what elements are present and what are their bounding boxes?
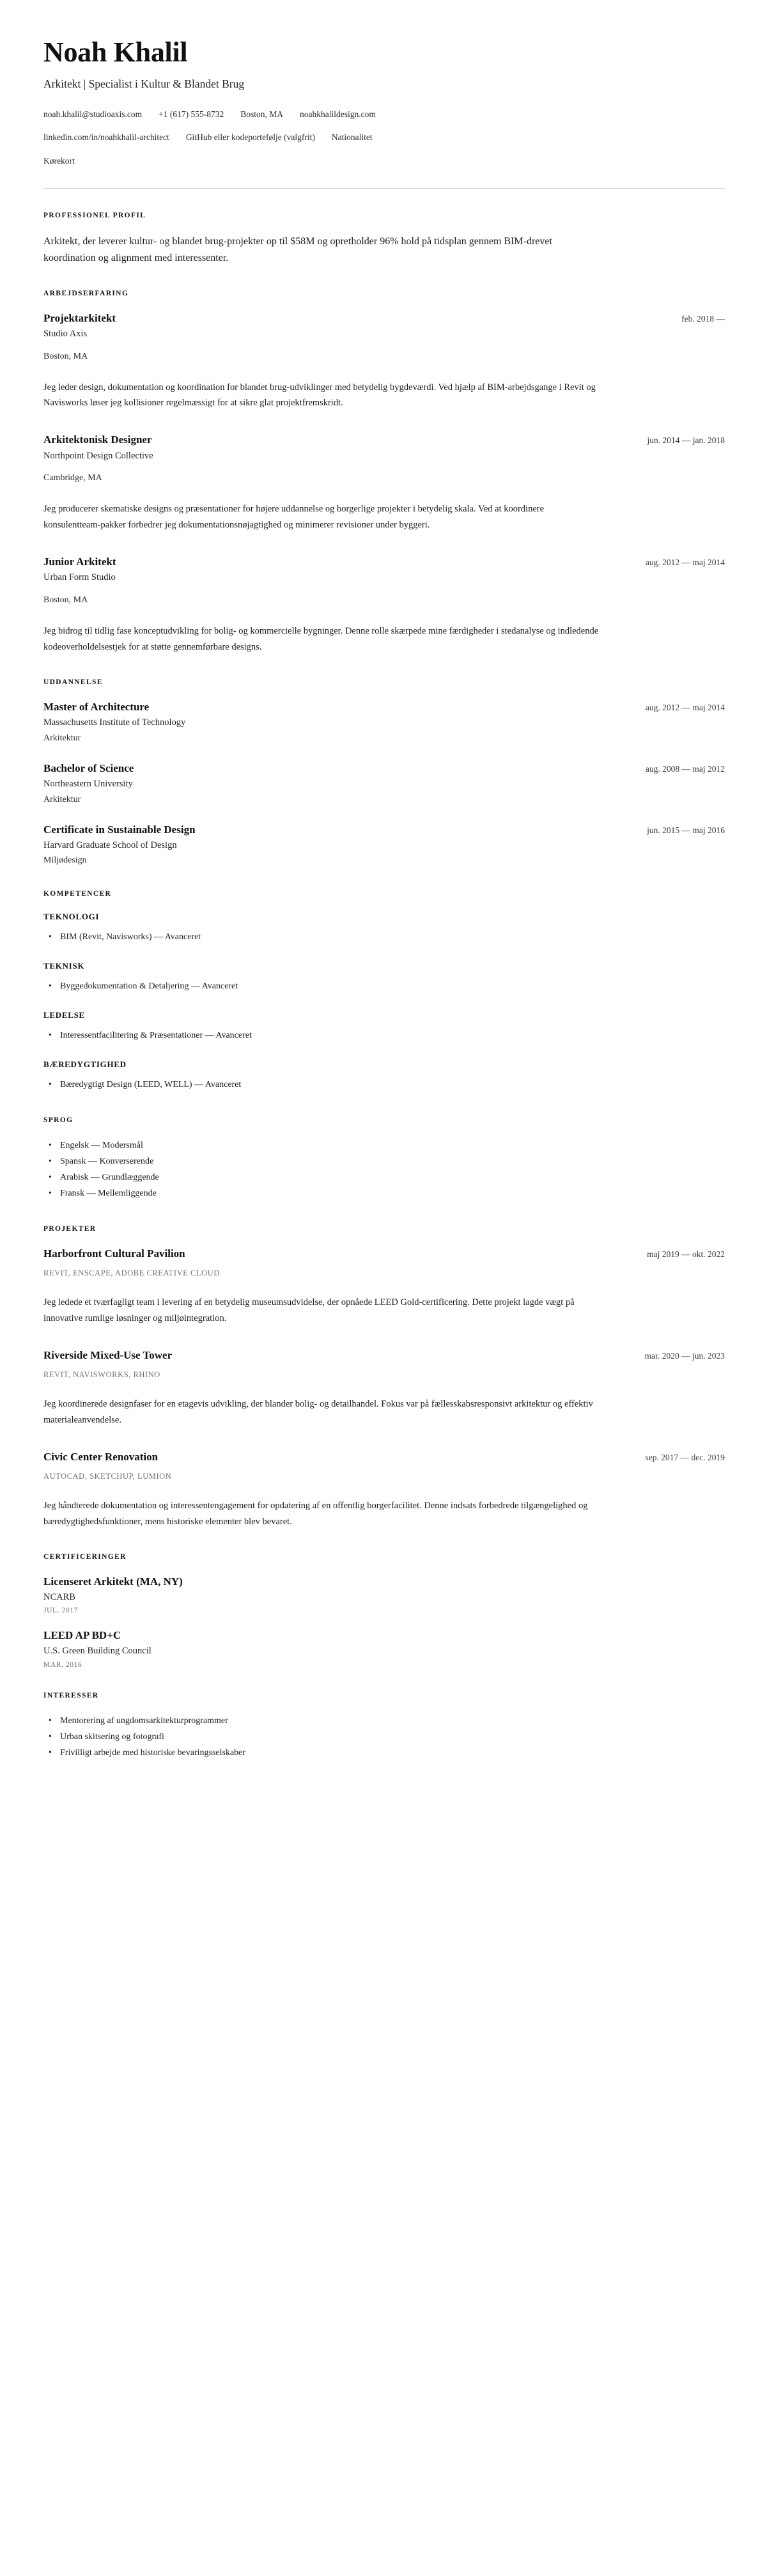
section-title-projects: PROJEKTER	[43, 1224, 97, 1233]
section-certifications	[43, 1553, 725, 1669]
certification-entry	[43, 1628, 725, 1669]
project-entry-head	[43, 1247, 725, 1261]
education-entry	[43, 823, 725, 868]
job-role: Junior Arkitekt	[43, 556, 116, 568]
project-date: maj 2019 — okt. 2022	[647, 1249, 725, 1259]
skill-item: • Interessentfacilitering & Præsentationer — Avanceret	[43, 1028, 725, 1044]
summary-text: Arkitekt, der leverer kultur- og blandet brug-projekter op til $58M og opretholder 96% hold på tidsplan gennem BIM-drevet koordination og alignment med interessenter.	[43, 235, 552, 263]
education-entry	[43, 700, 725, 745]
contact-row-1	[43, 108, 725, 121]
project-entry	[43, 1450, 725, 1530]
section-title-certifications: CERTIFICERINGER	[43, 1552, 127, 1561]
section-title-interests: INTERESSER	[43, 1692, 99, 1700]
job-company: Northpoint Design Collective	[43, 450, 153, 461]
contact-github[interactable]: GitHub eller kodeportefølje (valgfrit)	[185, 132, 315, 143]
section-languages	[43, 1116, 725, 1202]
degree-name: Master of Architecture	[43, 700, 150, 713]
school-name: Northeastern University	[43, 778, 133, 789]
certification-name: LEED AP BD+C	[43, 1629, 121, 1642]
certification-date: JUL. 2017	[43, 1607, 78, 1615]
job-description: Jeg leder design, dokumentation og koordination for blandet brug-udviklinger med betydelig bygdeværdi. Ved hjælp af BIM-arbejdsgange i Revit og Navisworks løser jeg kollisioner regelmæssigt for at sikre glat projektfremskridt.	[43, 382, 596, 409]
language-item: • Fransk — Mellemliggende	[43, 1186, 725, 1202]
language-item: • Arabisk — Grundlæggende	[43, 1170, 725, 1186]
language-item: • Engelsk — Modersmål	[43, 1138, 725, 1154]
experience-entry-head	[43, 433, 725, 447]
education-entry-head	[43, 761, 725, 776]
contact-email[interactable]: noah.khalil@studioaxis.com	[43, 109, 143, 120]
job-location: Boston, MA	[43, 351, 88, 361]
skill-group-title: TEKNISK	[43, 961, 85, 971]
degree-field: Arkitektur	[43, 733, 81, 743]
skill-list	[43, 1028, 725, 1044]
section-title-experience: ARBEJDSERFARING	[43, 289, 129, 297]
skill-group-title: LEDELSE	[43, 1010, 85, 1020]
job-description: Jeg producerer skematiske designs og præsentationer for højere uddannelse og borgerlige projekter i betydelig skala. Ved at koordinere konsulentteam-pakker forbedrer jeg dokumentationsnøjagtighed og minimerer revisioner under byggeri.	[43, 504, 545, 531]
section-skills	[43, 890, 725, 1093]
project-description: Jeg håndterede dokumentation og interessentengagement for opdatering af en offentlig borgerfacilitet. Denne indsats forbedrede tilgængelighed og bæredygtighedsfunktioner, mens historiske elementer blev bevaret.	[43, 1500, 588, 1527]
education-entry-head	[43, 700, 725, 714]
project-tech-stack: REVIT, NAVISWORKS, RHINO	[43, 1370, 160, 1379]
contact-location: Boston, MA	[240, 109, 284, 120]
skill-item: • Byggedokumentation & Detaljering — Avanceret	[43, 979, 725, 995]
job-location: Boston, MA	[43, 595, 88, 605]
project-description: Jeg koordinerede designfaser for en etagevis udvikling, der blander bolig- og detailhandel. Fokus var på fællesskabsresponsivt arkitektur og effektiv materialeanvendelse.	[43, 1398, 593, 1425]
certification-issuer: U.S. Green Building Council	[43, 1646, 151, 1657]
experience-entry	[43, 311, 725, 412]
degree-field: Miljødesign	[43, 855, 87, 866]
contact-website[interactable]: noahkhalildesign.com	[300, 109, 376, 120]
section-experience	[43, 290, 725, 655]
professional-headline: Arkitekt | Specialist i Kultur & Blandet Brug	[43, 77, 245, 90]
skill-list	[43, 979, 725, 995]
degree-date: aug. 2012 — maj 2014	[645, 702, 725, 712]
contact-row-3	[43, 155, 725, 168]
education-entry	[43, 761, 725, 806]
school-name: Massachusetts Institute of Technology	[43, 717, 186, 728]
section-summary	[43, 212, 725, 267]
section-title-skills: KOMPETENCER	[43, 890, 112, 898]
certification-issuer: NCARB	[43, 1591, 75, 1602]
project-entry-head	[43, 1450, 725, 1464]
skill-group-title: TEKNOLOGI	[43, 912, 100, 922]
project-tech-stack: REVIT, ENSCAPE, ADOBE CREATIVE CLOUD	[43, 1268, 220, 1277]
certification-name: Licenseret Arkitekt (MA, NY)	[43, 1575, 183, 1588]
section-projects	[43, 1225, 725, 1530]
certification-entry	[43, 1575, 725, 1615]
job-company: Studio Axis	[43, 328, 88, 339]
experience-entry	[43, 555, 725, 655]
degree-date: aug. 2008 — maj 2012	[645, 763, 725, 774]
contact-row-2	[43, 131, 725, 144]
project-entry-head	[43, 1348, 725, 1362]
project-entry	[43, 1348, 725, 1428]
project-name: Harborfront Cultural Pavilion	[43, 1247, 185, 1260]
skill-list	[43, 1077, 725, 1093]
project-date: mar. 2020 — jun. 2023	[644, 1350, 725, 1361]
page-title: Noah Khalil	[43, 36, 188, 68]
school-name: Harvard Graduate School of Design	[43, 839, 177, 850]
resume-header	[43, 37, 725, 168]
job-date: jun. 2014 — jan. 2018	[647, 435, 725, 446]
degree-field: Arkitektur	[43, 794, 81, 804]
skill-item: • Bæredygtigt Design (LEED, WELL) — Avanceret	[43, 1077, 725, 1093]
skill-list	[43, 930, 725, 946]
job-description: Jeg bidrog til tidlig fase konceptudvikling for bolig- og kommercielle bygninger. Denne rolle skærpede mine færdigheder i stedanalyse og indledende kodeoverholdelsestjek for at støtte gennemførbare designs.	[43, 625, 599, 652]
project-name: Civic Center Renovation	[43, 1450, 159, 1463]
job-date: aug. 2012 — maj 2014	[645, 558, 725, 568]
section-title-education: UDDANNELSE	[43, 678, 103, 686]
interest-item: • Urban skitsering og fotografi	[43, 1729, 725, 1745]
experience-entry-head	[43, 555, 725, 569]
interest-list	[43, 1713, 725, 1761]
header-divider	[43, 188, 725, 189]
project-name: Riverside Mixed-Use Tower	[43, 1348, 173, 1361]
project-entry	[43, 1247, 725, 1327]
education-entry-head	[43, 823, 725, 837]
degree-name: Certificate in Sustainable Design	[43, 823, 196, 836]
skill-group	[43, 1010, 725, 1044]
skill-group	[43, 961, 725, 995]
degree-name: Bachelor of Science	[43, 761, 134, 774]
experience-entry	[43, 433, 725, 533]
skill-group-title: BÆREDYGTIGHED	[43, 1059, 127, 1070]
interest-item: • Mentorering af ungdomsarkitekturprogrammer	[43, 1713, 725, 1729]
job-location: Cambridge, MA	[43, 473, 102, 483]
language-list	[43, 1138, 725, 1202]
job-role: Projektarkitekt	[43, 311, 116, 324]
section-education	[43, 678, 725, 868]
job-role: Arkitektonisk Designer	[43, 433, 152, 446]
skill-item: • BIM (Revit, Navisworks) — Avanceret	[43, 930, 725, 946]
skill-group	[43, 912, 725, 946]
interest-item: • Frivilligt arbejde med historiske bevaringsselskaber	[43, 1745, 725, 1761]
degree-date: jun. 2015 — maj 2016	[647, 825, 725, 835]
job-company: Urban Form Studio	[43, 572, 116, 583]
skill-group	[43, 1059, 725, 1093]
certification-date: MAR. 2016	[43, 1661, 82, 1669]
contact-linkedin[interactable]: linkedin.com/in/noahkhalil-architect	[43, 132, 169, 143]
experience-entry-head	[43, 311, 725, 325]
project-date: sep. 2017 — dec. 2019	[645, 1452, 725, 1462]
section-title-summary: PROFESSIONEL PROFIL	[43, 211, 146, 219]
contact-nationality: Nationalitet	[331, 132, 373, 143]
project-tech-stack: AUTOCAD, SKETCHUP, LUMION	[43, 1471, 172, 1481]
contact-phone[interactable]: +1 (617) 555-8732	[159, 109, 224, 120]
language-item: • Spansk — Konverserende	[43, 1154, 725, 1170]
job-date: feb. 2018 —	[681, 313, 725, 324]
project-description: Jeg ledede et tværfagligt team i levering af en betydelig museumsudvidelse, der opnåede LEED Gold-certificering. Dette projekt lagde vægt på innovative rumlige løsninger og miljøintegration.	[43, 1297, 575, 1323]
contact-driving-license: Kørekort	[43, 155, 75, 166]
section-title-languages: SPROG	[43, 1116, 74, 1125]
section-interests	[43, 1692, 725, 1761]
